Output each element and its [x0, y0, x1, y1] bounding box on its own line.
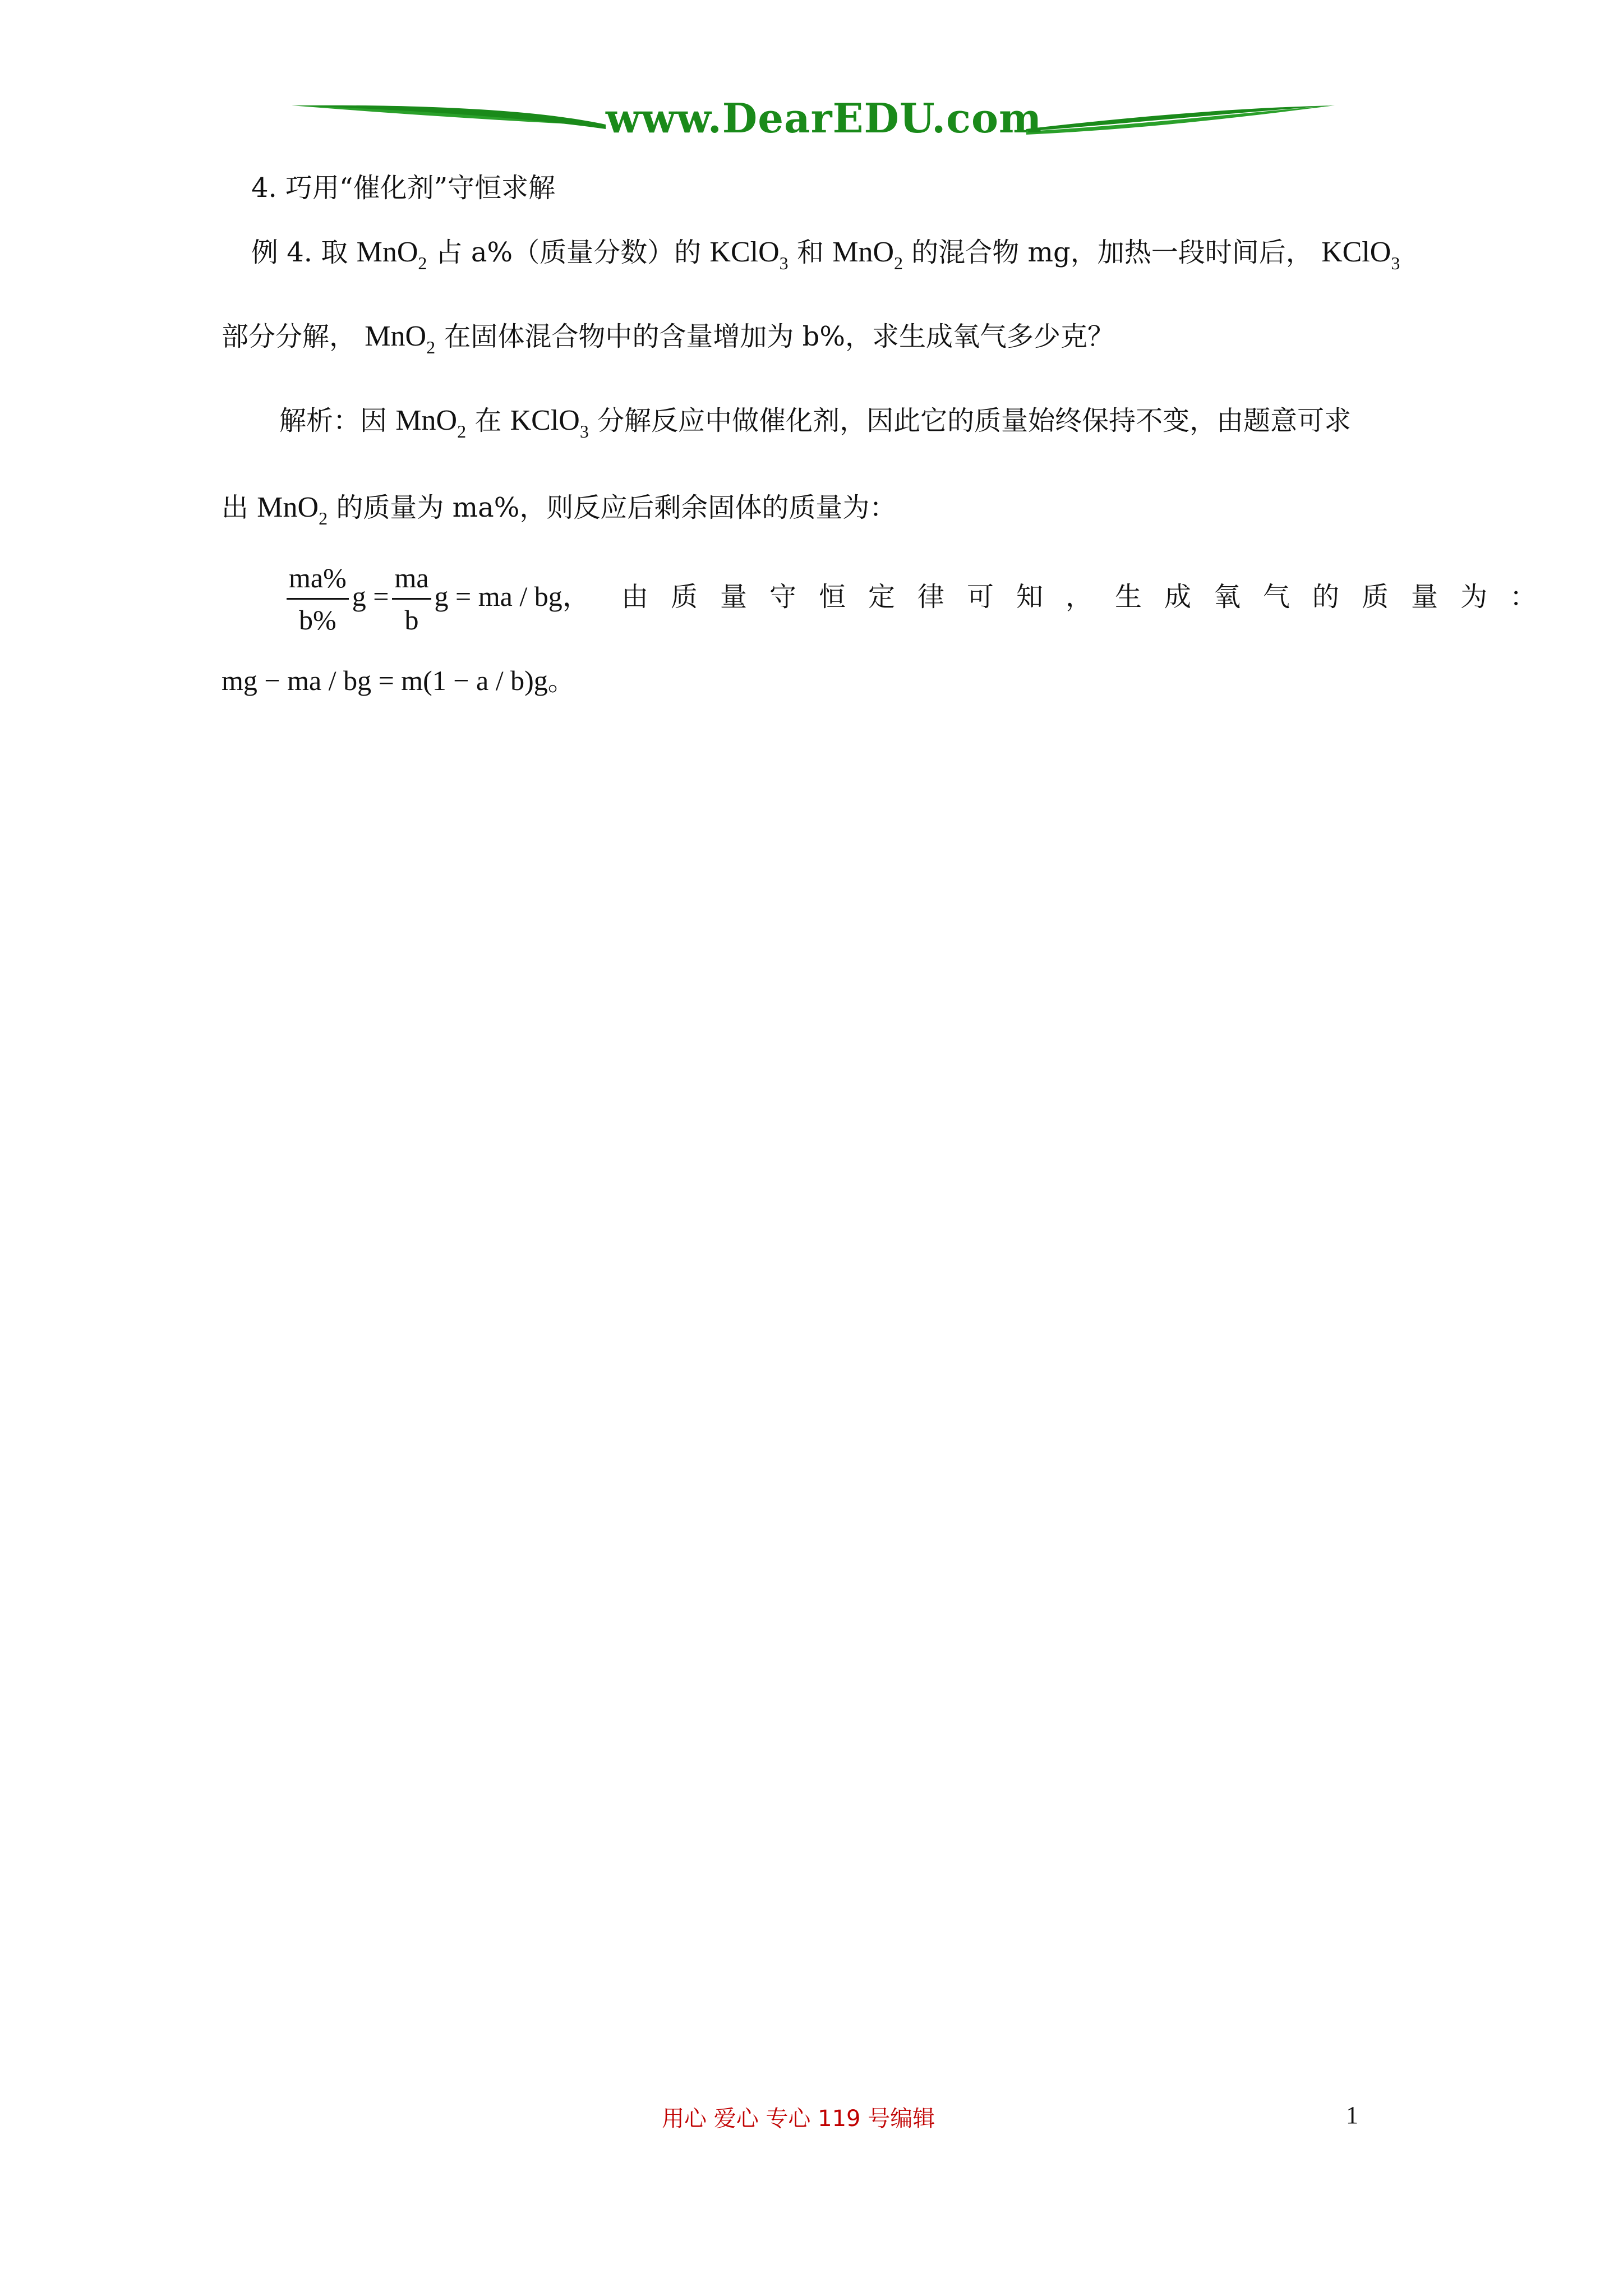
sentence-end: 。: [547, 665, 575, 697]
formula-mno2: MnO$_2$: [395, 404, 467, 441]
example-line-2: [222, 320, 1114, 357]
analysis-text: 解析：因: [279, 405, 388, 436]
final-equation: mg − ma / bg = m(1 − a / b)g: [222, 665, 548, 696]
analysis-line-1: [279, 404, 1352, 441]
formula-kclo3: KClO$_3$: [1321, 236, 1400, 273]
site-banner: [292, 90, 1335, 157]
equation-line-1: [283, 561, 1559, 637]
section-title: 4. 巧用“催化剂”守恒求解: [251, 172, 556, 204]
page-number: 1: [1346, 2101, 1358, 2129]
formula-mno2: MnO$_2$: [356, 236, 427, 273]
analysis-line-2: [222, 491, 897, 528]
formula-mno2: MnO$_2$: [832, 236, 903, 273]
equation-part: g = ma / bg，: [434, 581, 591, 612]
analysis-text: 分解反应中做催化剂，因此它的质量始终保持不变，由题意可求: [597, 405, 1352, 436]
fraction-ma-over-b: $\frac{ma}{b}$: [392, 561, 431, 637]
example-text: 占 a%（质量分数）的: [435, 237, 702, 268]
analysis-text: 出: [222, 492, 249, 523]
equation-part: g =: [352, 581, 389, 612]
equation-line-2: [222, 664, 575, 698]
footer-text: 用心 爱心 专心 119 号编辑: [662, 2106, 935, 2132]
example-line-1: [251, 236, 1400, 273]
analysis-text: 在: [474, 405, 502, 436]
formula-mno2: MnO$_2$: [257, 491, 328, 528]
example-text: 例 4. 取: [251, 237, 348, 268]
example-text: 在固体混合物中的含量增加为 b%，求生成氧气多少克？: [444, 321, 1114, 352]
formula-kclo3: KClO$_3$: [510, 404, 589, 441]
formula-kclo3: KClO$_3$: [709, 236, 789, 273]
example-text: 部分分解，: [222, 321, 357, 352]
site-logo-text: www.DearEDU.com: [606, 94, 1043, 142]
analysis-text: 的质量为 ma%，则反应后剩余固体的质量为：: [336, 492, 897, 523]
example-text: 的混合物 mg，加热一段时间后，: [911, 237, 1313, 268]
fraction-ma-percent-over-b-percent: $\frac{ma\%}{b\%}$: [287, 561, 349, 637]
example-text: 和: [796, 237, 824, 268]
formula-mno2: MnO$_2$: [365, 320, 436, 357]
analysis-text: 由质量守恒定律可知，生成氧气的质量为：: [621, 581, 1559, 613]
